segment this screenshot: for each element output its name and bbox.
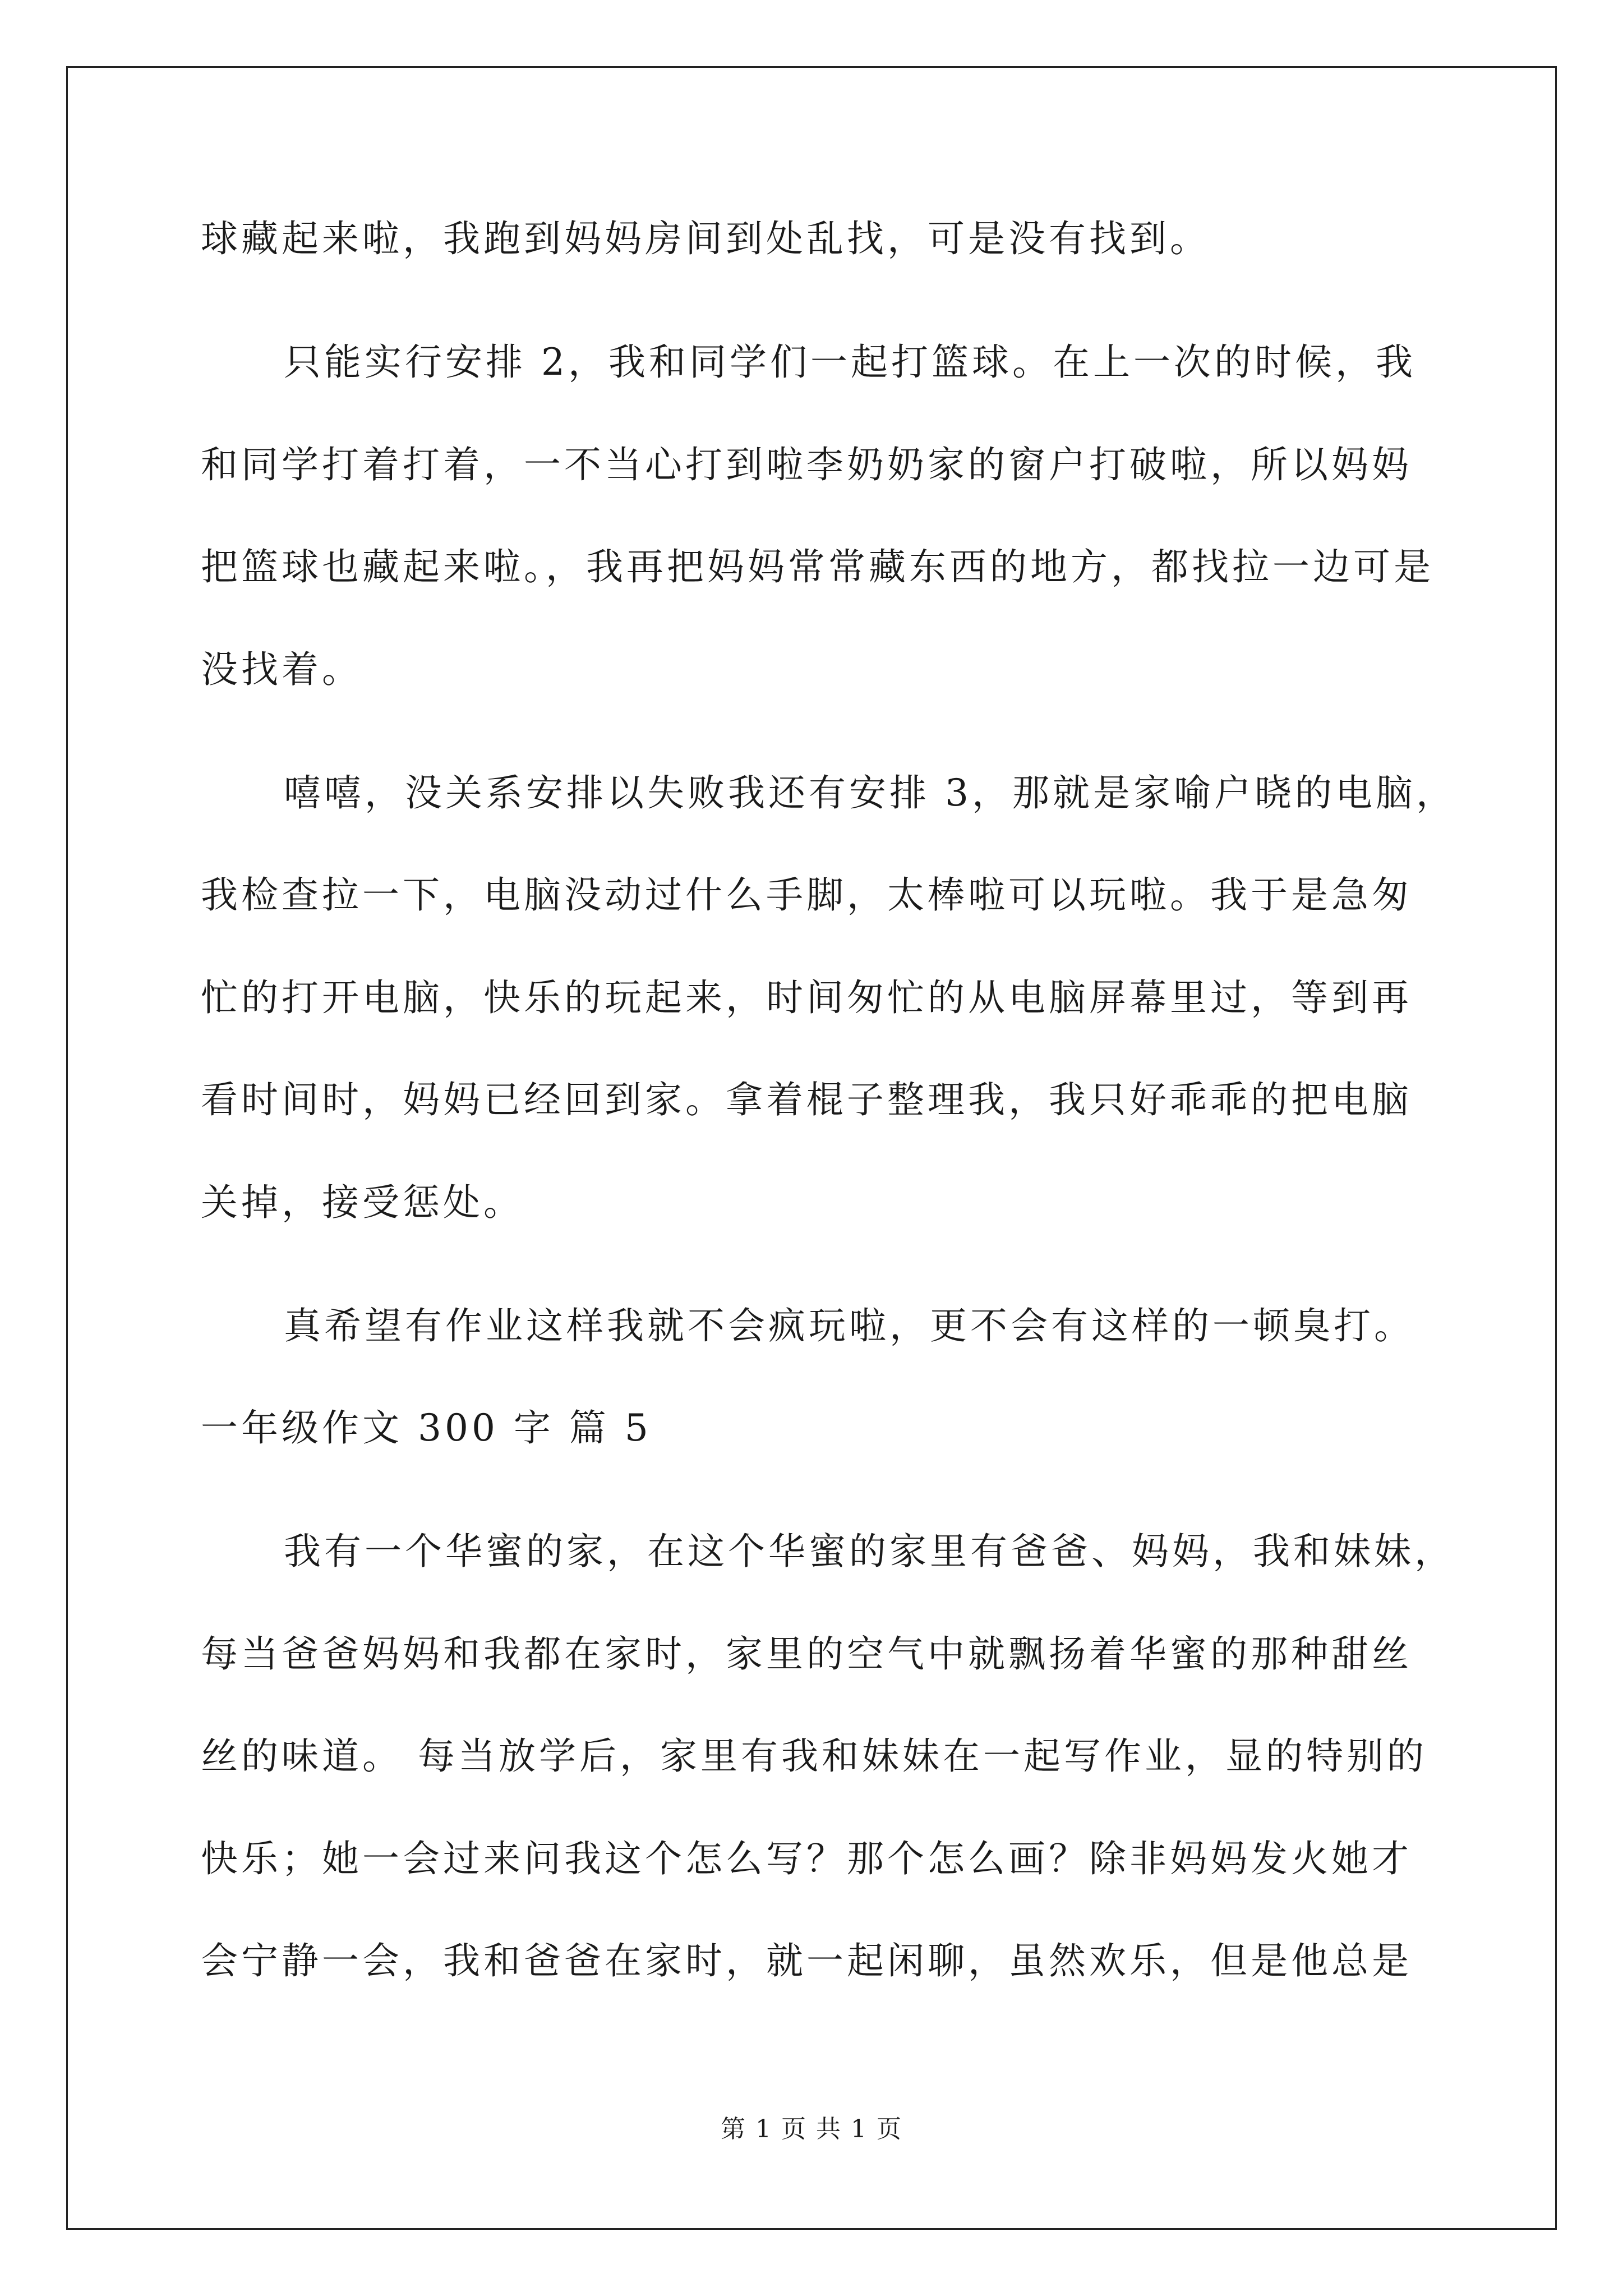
text-line: 关掉，接受惩处。 <box>201 1181 524 1224</box>
section-heading: 一年级作文 300 字 篇 5 <box>201 1406 652 1450</box>
text-line: 球藏起来啦，我跑到妈妈房间到处乱找，可是没有找到。 <box>201 217 1210 260</box>
paragraph-start-line: 我有一个华蜜的家，在这个华蜜的家里有爸爸、妈妈，我和妹妹， <box>284 1530 1455 1573</box>
text-line: 没找着。 <box>201 648 362 691</box>
text-line: 每当爸爸妈妈和我都在家时，家里的空气中就飘扬着华蜜的那种甜丝 <box>201 1632 1412 1676</box>
page-border <box>66 66 1557 2230</box>
page-footer: 第 1 页 共 1 页 <box>721 2115 902 2143</box>
paragraph-start-line: 真希望有作业这样我就不会疯玩啦，更不会有这样的一顿臭打。 <box>284 1304 1414 1347</box>
paragraph-start-line: 只能实行安排 2，我和同学们一起打篮球。在上一次的时候，我 <box>284 341 1416 384</box>
text-line: 和同学打着打着，一不当心打到啦李奶奶家的窗户打破啦，所以妈妈 <box>201 443 1412 486</box>
text-line: 快乐；她一会过来问我这个怎么写？那个怎么画？除非妈妈发火她才 <box>201 1837 1412 1880</box>
text-line: 我检查拉一下，电脑没动过什么手脚，太棒啦可以玩啦。我于是急匆 <box>201 873 1412 917</box>
text-line: 忙的打开电脑，快乐的玩起来，时间匆忙的从电脑屏幕里过，等到再 <box>201 976 1412 1019</box>
text-line: 看时间时，妈妈已经回到家。拿着棍子整理我，我只好乖乖的把电脑 <box>201 1078 1412 1121</box>
text-line: 会宁静一会，我和爸爸在家时，就一起闲聊，虽然欢乐，但是他总是 <box>201 1939 1412 1982</box>
text-line: 丝的味道。 每当放学后，家里有我和妹妹在一起写作业，显的特别的 <box>201 1734 1427 1778</box>
text-line: 把篮球也藏起来啦。，我再把妈妈常常藏东西的地方，都找拉一边可是 <box>201 545 1434 588</box>
paragraph-start-line: 嘻嘻，没关系安排以失败我还有安排 3，那就是家喻户晓的电脑， <box>284 771 1456 815</box>
